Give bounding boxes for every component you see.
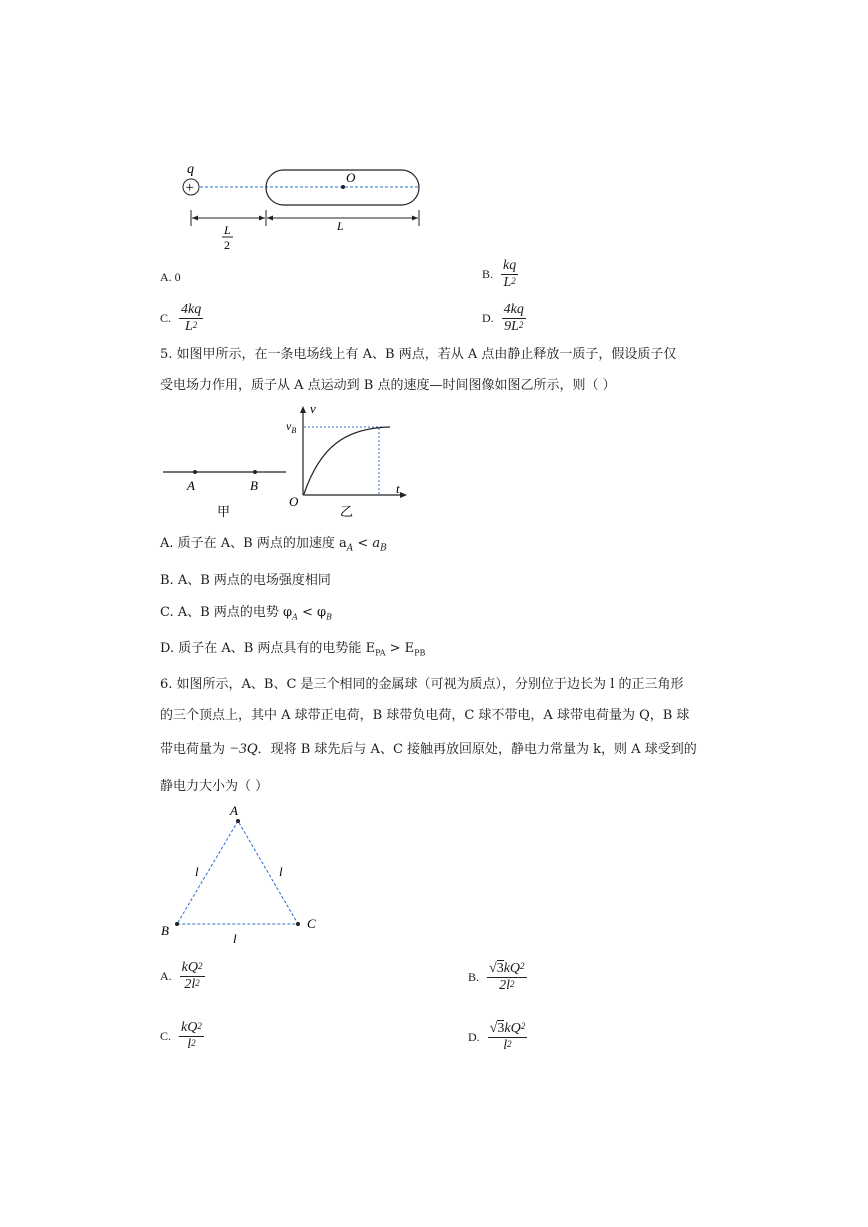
- q6-option-c: [160, 1020, 204, 1053]
- charge-q-label: q: [187, 162, 194, 177]
- numerator-exponent: 2: [520, 1021, 526, 1031]
- fraction-denominator: [487, 978, 527, 994]
- q5-stem-line-2: 受电场力作用，质子从 A 点运动到 B 点的速度—时间图像如图乙所示，则（ ）: [160, 378, 616, 393]
- v-axis-arrow: [300, 406, 306, 413]
- q6-stem-line-1: 6. 如图所示，A、B、C 是三个相同的金属球（可视为质点），分别位于边长为 l 的正三角形: [160, 677, 684, 692]
- point-A-label: A: [187, 478, 195, 493]
- numerator-exponent: 2: [520, 961, 525, 971]
- q4-option-d: [482, 302, 526, 335]
- t-axis-arrow: [400, 492, 407, 498]
- sqrt-symbol: √: [489, 1021, 498, 1036]
- option-label: D.: [482, 311, 494, 325]
- ball-A: [236, 819, 240, 823]
- q5-option-b: B. A、B 两点的电场强度相同: [160, 573, 331, 588]
- arrow-head: [192, 216, 198, 221]
- side-l-bottom: l: [233, 931, 237, 946]
- ball-B: [175, 922, 179, 926]
- ball-C: [296, 922, 300, 926]
- fraction-denominator: [180, 977, 205, 993]
- denominator-exponent: 2: [507, 1039, 512, 1049]
- fraction-denominator: [502, 319, 526, 335]
- vertex-C-label: C: [307, 916, 316, 931]
- q5-stem-line-1: 5. 如图甲所示，在一条电场线上有 A、B 两点，若从 A 点由静止释放一质子，假设质子仅: [160, 347, 677, 362]
- fraction-numerator: [179, 1020, 204, 1037]
- q5-option-d: [160, 640, 425, 663]
- vertex-A-label: A: [230, 803, 238, 818]
- subscript: PA: [375, 648, 386, 658]
- half-L-numerator: L: [224, 223, 231, 237]
- q6-option-a: [160, 960, 205, 993]
- arrow-head: [412, 216, 418, 221]
- charge-value: −3Q: [229, 741, 258, 757]
- q4-option-c: [160, 302, 203, 335]
- q6-option-b: [468, 960, 527, 994]
- fraction-denominator: [501, 275, 518, 291]
- fraction-numerator: [488, 1020, 528, 1038]
- stem-text: 带电荷量为: [160, 742, 230, 757]
- option-text-cont: > E: [385, 641, 415, 656]
- option-fraction: [179, 302, 203, 335]
- vertex-B-label: B: [161, 923, 169, 938]
- side-l-right: l: [279, 864, 283, 879]
- option-text: A. 质子在 A、B 两点的加速度 a: [160, 536, 347, 551]
- triangle-figure: [155, 800, 330, 950]
- q5-option-c: [160, 604, 332, 627]
- numerator-base: kQ: [181, 1020, 198, 1035]
- fraction-numerator: [180, 960, 205, 977]
- figure-jia-label: 甲: [217, 504, 231, 519]
- fraction-denominator: [179, 319, 203, 335]
- rod-charge-figure: [170, 160, 440, 255]
- fraction-numerator: 4kq: [503, 302, 524, 317]
- subscript: PB: [414, 648, 426, 658]
- denominator-base: l: [187, 1037, 192, 1052]
- option-label: A.: [160, 270, 172, 284]
- subscript: B: [380, 543, 387, 554]
- figure-yi-label: 乙: [340, 504, 354, 519]
- sqrt-radicand: 3: [496, 961, 504, 976]
- denominator-exponent: 2: [192, 320, 198, 330]
- option-label: D.: [468, 1029, 480, 1044]
- point-B-label: B: [250, 478, 258, 493]
- q6-stem-line-2: 的三个顶点上，其中 A 球带正电荷，B 球带负电荷，C 球不带电，A 球带电荷量为 Q，B 球: [160, 708, 690, 723]
- option-label: B.: [482, 267, 494, 281]
- option-fraction: [487, 960, 527, 994]
- fraction-numerator: [487, 960, 527, 978]
- option-fraction: [488, 1020, 528, 1054]
- point-B: [253, 470, 257, 474]
- option-label: C.: [160, 311, 172, 325]
- option-fraction: [501, 258, 518, 291]
- arrow-head: [267, 216, 273, 221]
- denominator-exponent: 2: [195, 978, 200, 988]
- option-text: C. A、B 两点的电势 φ: [160, 605, 293, 620]
- option-text-cont: < a: [353, 536, 381, 551]
- denominator-exponent: 2: [191, 1038, 196, 1048]
- denominator-exponent: 2: [518, 320, 524, 330]
- fraction-numerator: 4kq: [181, 302, 202, 317]
- denominator-exponent: 2: [509, 979, 515, 989]
- q6-stem-line-4: 静电力大小为（ ）: [160, 779, 269, 794]
- origin-label: O: [289, 494, 299, 509]
- stem-text: ．现将 B 球先后与 A、C 接触再放回原处，静电力常量为 k，则 A 球受到的: [257, 742, 697, 757]
- denominator-base: L: [503, 275, 512, 290]
- q4-option-a: [160, 270, 181, 285]
- numerator-base: kQ: [504, 1021, 521, 1036]
- denominator-base: L: [184, 319, 193, 334]
- option-text-cont: < φ: [297, 605, 327, 620]
- subscript: B: [326, 612, 332, 622]
- fraction-denominator: [488, 1038, 528, 1054]
- arrow-head: [259, 216, 265, 221]
- subscript: A: [346, 543, 354, 554]
- side-l-left: l: [195, 864, 199, 879]
- q6-option-d: [468, 1020, 527, 1054]
- fraction-denominator: [179, 1037, 204, 1053]
- sqrt-radicand: 3: [497, 1021, 505, 1036]
- option-text: D. 质子在 A、B 两点具有的电势能 E: [160, 641, 376, 656]
- option-fraction: [179, 1020, 204, 1053]
- option-label: C.: [160, 1029, 172, 1043]
- option-fraction: [180, 960, 205, 993]
- half-L-denominator: 2: [224, 238, 230, 252]
- numerator-base: kQ: [181, 960, 198, 975]
- numerator-exponent: 2: [198, 961, 203, 971]
- sqrt-symbol: √: [489, 961, 497, 976]
- q5-figure: [160, 402, 415, 524]
- vB-label: $v_B$: [286, 419, 297, 435]
- denominator-base: 2l: [184, 977, 196, 992]
- denominator-exponent: 2: [511, 276, 516, 286]
- center-O-label: O: [346, 170, 356, 185]
- numerator-exponent: 2: [197, 1021, 202, 1031]
- denominator-base: l: [503, 1038, 508, 1053]
- option-label: B.: [468, 969, 480, 984]
- denominator-base: 9L: [504, 319, 519, 334]
- t-axis-label: t: [396, 481, 400, 496]
- q4-option-b: [482, 258, 518, 291]
- v-axis-label: v: [310, 402, 316, 416]
- velocity-curve: [304, 427, 390, 494]
- option-value: 0: [174, 270, 181, 284]
- denominator-base: 2l: [499, 978, 510, 993]
- option-fraction: [502, 302, 526, 335]
- point-A: [193, 470, 197, 474]
- fraction-numerator: kq: [503, 258, 517, 273]
- L-label: L: [337, 219, 344, 233]
- subscript: A: [292, 612, 298, 622]
- charge-plus-sign: +: [185, 180, 194, 196]
- q6-stem-line-3: [160, 740, 697, 759]
- q5-option-a: [160, 535, 387, 558]
- option-label: A.: [160, 969, 172, 983]
- center-point-O: [341, 185, 345, 189]
- numerator-base: kQ: [503, 961, 521, 976]
